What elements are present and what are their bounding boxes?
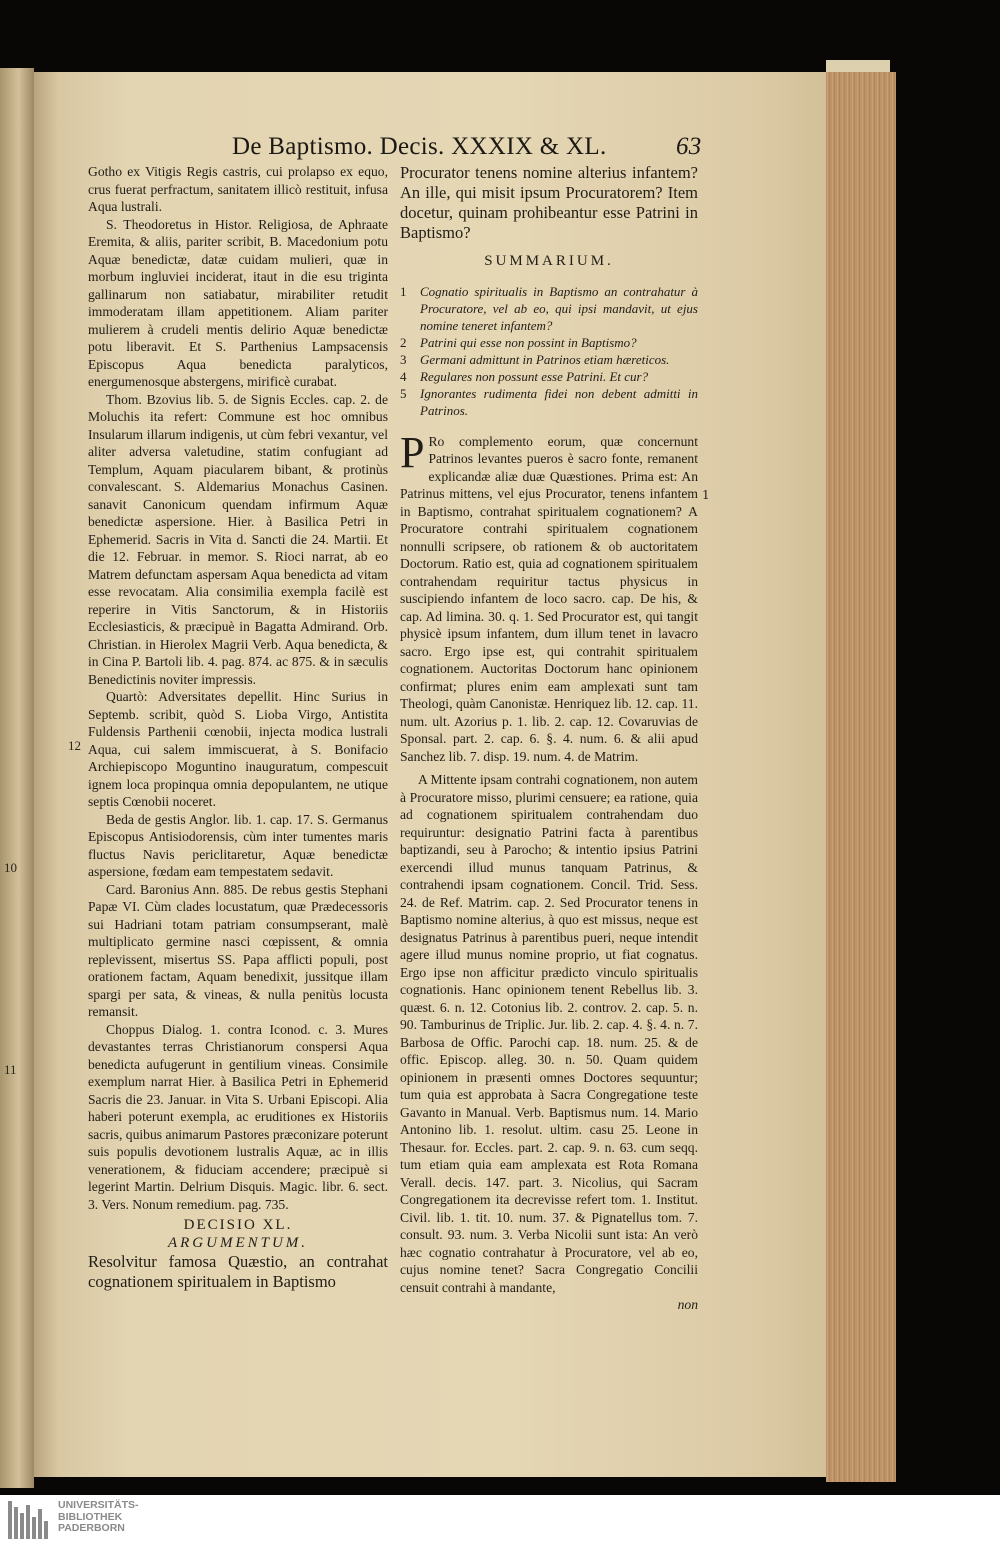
page-block-edge: [826, 72, 896, 1482]
right-column: [400, 163, 698, 1314]
catchword: non: [677, 1297, 698, 1312]
summarium-item: 3 Germani admittunt in Patrinos etiam hæreticos.: [400, 351, 670, 367]
argumentum-heading: ARGUMENTUM.: [167, 1234, 309, 1251]
argumentum-continued: Procurator tenens nomine alterius infantem? An ille, qui misit ipsum Procuratorem? Item docetur, quinam prohibeantur esse Patrini in Baptismo?: [400, 163, 698, 242]
margin-number-10: 10: [4, 860, 17, 875]
previous-page-edge: [0, 68, 34, 1488]
paragraph: S. Theodoretus in Histor. Religiosa, de Aphraate Eremita, & aliis, pariter scribit, B. Macedonium potu Aquæ benedictæ, datæ cuidam mulieri, quæ in morbum ingluviei inciderat, itaut in die esu triginta gallinarum non satiabatur, mirabiliter retudit immoderatam illam appetitionem. Aliam pariter mulierem à crudeli mentis delirio Aquæ benedictæ potu liberavit. Et S. Parthenius Lampsacensis Episcopus Aqua benedicta paralyticos, energumenosque abstergens, mirificè curabat.: [88, 216, 388, 389]
footer-bar: [0, 1495, 1000, 1547]
margin-number-12: 12: [68, 738, 81, 753]
page-number: 63: [676, 133, 702, 160]
paragraph: A Mittente ipsam contrahi cognationem, non autem à Procuratore misso, plurimi censuere; ea ratione, quia ad cognationem spiritualem contrahendam duo requiruntur: designatio Patrini facta à parentibus baptizandi, seu à Parocho; & intentio ipsius Patrini exercendi illud munus tanquam Patrinus, & contrahendi ipsam cognationem. Concil. Trid. Sess. 24. de Ref. Matrim. cap. 2. Sed Procurator tenens in Baptismo nomine alterius, à quo est missus, neque est designatus Patrinus à parentibus pueri, neque intendit agere illud munus nomine proprio, ut fiat cognatus. Ergo ipse non afficitur prædicto vinculo spiritualis cognationis. Hanc opinionem tenent Rebellus lib. 3. quæst. 6. n. 12. Cotonius lib. 2. controv. 2. cap. 5. n. 90. Tamburinus de Triplic. Jur. lib. 2. cap. 4. §. 4. n. 7. Barbosa de Offic. Parochi cap. 18. num. 25. & de offic. Episcop. alleg. 30. n. 50. Quam quidem opinionem in præsenti omnes Doctores sequuntur; tum quia est approbata à Sacra Congregatione teste Gavanto in Manual. Verb. Baptismus num. 14. Mario Antonino lib. 1. resolut. ultim. casu 25. Leone in Thesaur. for. Eccles. part. 2. cap. 9. n. 63. cum seqq. tum etiam quia eam amplexata est Rota Romana Verall. decis. 147. part. 3. Nicolius, qui Sacram Congregationem ita decrevisse refert tom. 1. Institut. Civil. lib. 1. tit. 10. num. 37. & Pignatellus tom. 7. consult. 93. num. 3. Verba Nicolii sunt ista: An verò hæc cognatio contrahatur à Procuratore, vel ab eo, cujus nomine tenet? Sacra Congregatio Concilii censuit contrahi à mandante,: [400, 772, 698, 1295]
paragraph: Choppus Dialog. 1. contra Iconod. c. 3. Mures devastantes terras Christianorum conspersi Aqua benedicta aufugerunt in gentilium vineas. Consimile exemplum narrat Hier. à Basilica Petri in Ephemerid Sacris die 23. Januar. in Vita S. Urbani Episcopi. Alia haberi poterunt exempla, ac eruditiones ex Historiis sacris, quibus animarum Pastores præconizare poterunt suis populis devotionem lustralis Aquæ, ac in illis venerationem, & fiduciam accendere; præcipuè si legerint Martin. Delrium Disquis. Magic. libr. 6. sect. 3. Vers. Nonum remedium. pag. 735.: [88, 1021, 388, 1212]
summarium-item: 5 Ignorantes rudimenta fidei non debent admitti in Patrinos.: [400, 385, 698, 418]
summarium-heading: SUMMARIUM.: [484, 253, 614, 269]
summarium-item: 1 Cognatio spiritualis in Baptismo an contrahatur à Procuratore, vel ab eo, qui ipsi mandavit, ut ejus nomine teneret infantem?: [400, 283, 698, 333]
margin-number-11: 11: [4, 1062, 17, 1077]
paragraph: P Ro complemento eorum, quæ concernunt Patrinos levantes pueros è sacro fonte, remanent explicandæ aliæ duæ Quæstiones. Prima est: An Patrinus mittens, vel ejus Procurator, tenens infantem in Baptismo, contrahat spiritualem cognationem? A Procuratore contrahi spiritualem cognationem nonnulli scripsere, ob rationem & ob auctoritatem Doctorum. Ratio est, quia ad cognationem spiritualem contrahendam requiritur tactus physicus in suscipiendo infantem de loco sacro. cap. De his, & cap. Ad limina. 30. q. 1. Sed Procurator est, qui tangit physicè ipsum infantem, dum illum tenet in lavacro sacro. Ergo ipse est, qui contrahit spiritualem cognationem. Auctoritas Doctorum hanc opinionem confirmat; plures enim eam amplexati sunt tam Theologi, quàm Canonistæ. Henriquez lib. 12. cap. 11. num. ult. Azorius p. 1. lib. 2. cap. 12. Covaruvias de Sponsal. part. 2. cap. 6. §. 4. num. 6. & alii apud Sanchez lib. 7. disp. 19. num. 4. de Matrim.: [400, 427, 698, 764]
library-logo-icon: [8, 1501, 52, 1539]
argumentum-text: Resolvitur famosa Quæstio, an contrahat cognationem spiritualem in Baptismo: [88, 1252, 388, 1291]
paragraph: Quartò: Adversitates depellit. Hinc Surius in Septemb. scribit, quòd S. Lioba Virgo, Antistita Fuldensis Parthenii cœnobii, injecta modica lustrali Aqua, cui salem immiscuerat, à S. Bonifacio Archiepiscopo Moguntino inauguratum, compescuit ignem loca propinqua omnia depopulantem, ne utique septis Cœnobii noceret.: [88, 689, 388, 809]
margin-number-1: 1: [702, 488, 710, 502]
library-name: UNIVERSITÄTS- BIBLIOTHEK PADERBORN: [58, 1499, 139, 1534]
paragraph: Beda de gestis Anglor. lib. 1. cap. 17. S. Germanus Episcopus Antisiodorensis, cùm inter tumentes maris fluctus Navis periclitaretur, Aquæ benedictæ aspersione, fœdam eam tempestatem sedavit.: [88, 811, 388, 879]
running-header: De Baptismo. Decis. XXXIX & XL.: [232, 133, 607, 160]
summarium-list: [400, 283, 698, 419]
paragraph: Card. Baronius Ann. 885. De rebus gestis Stephani Papæ VI. Cùm clades locustatum, quæ Prædecessoris sui Hadriani totam patriam consumpserant, malè multiplicato germine nasci cœpissent, & omnia replevissent, misertus SS. Papa afflicti populi, post orationem factam, Aquam benedixit, jussitque illam spargi per sata, & vineas, & nulla penitùs locusta remansit.: [88, 881, 388, 1019]
left-column: [88, 163, 388, 1292]
paragraph: Gotho ex Vitigis Regis castris, cui prolapso ex equo, crus fuerat perfractum, sanitatem illicò restituit, infusa Aqua lustrali.: [88, 164, 388, 214]
summarium-item: 4 Regulares non possunt esse Patrini. Et cur?: [400, 368, 649, 384]
decisio-heading: DECISIO XL.: [183, 1217, 293, 1233]
paragraph: Thom. Bzovius lib. 5. de Signis Eccles. cap. 2. de Moluchis ita refert: Commune est hoc omnibus Insularum illarum indigenis, ut cùm febri vexantur, vel aliter adversa valetudine, statim confugiant ad Templum, Aquam piacularem bibant, & protinùs convalescant. S. Aldemarius Monachus Casinen. sanavit Canonicum quendam infirmum Aquæ benedictæ aspersione. Hier. à Basilica Petri in Ephemerid. Sacris in Vita d. Sancti die 24. Martii. Et die 12. Februar. in memor. S. Rioci narrat, ab eo Matrem defunctam aspersam Aqua benedicta ad vitam esse revocatam. Alia consimilia exempla facilè est reperire in Vitis Sanctorum, & in Historiis Ecclesiasticis, & præcipuè in Bagatta Admirand. Orb. Christian. in Hierolex Magrii Verb. Aqua benedicta, & in Cina P. Bartoli lib. 4. pag. 874. ac 875. & in sæculis Benedictinis noviter impressis.: [88, 391, 388, 687]
drop-cap: P: [400, 427, 425, 477]
summarium-item: 2 Patrini qui esse non possint in Baptismo?: [400, 334, 637, 350]
